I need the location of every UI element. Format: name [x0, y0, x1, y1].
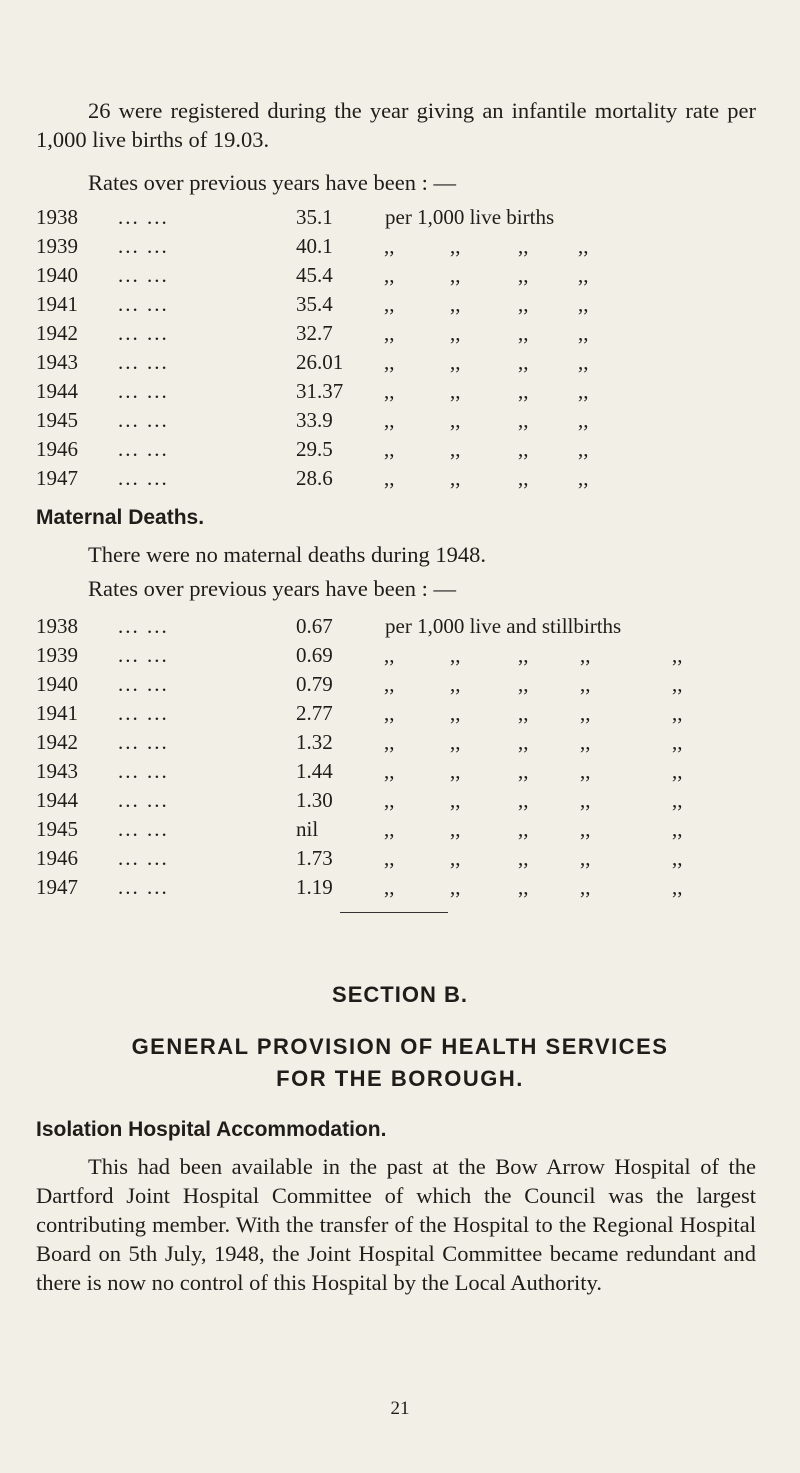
ditto-mark: ,,	[384, 817, 395, 841]
ditto-mark: ,,	[578, 466, 589, 490]
year-cell: 1945	[36, 817, 78, 841]
section-divider	[340, 912, 448, 913]
ditto-mark: ,,	[578, 408, 589, 432]
year-cell: 1947	[36, 466, 78, 490]
rate-cell: 32.7	[296, 321, 333, 345]
ditto-mark: ,,	[518, 379, 529, 403]
leader-dots: ... ...	[118, 730, 169, 754]
ditto-mark: ,,	[384, 379, 395, 403]
rate-cell: 0.67	[296, 614, 333, 638]
ditto-mark: ,,	[450, 234, 461, 258]
year-cell: 1942	[36, 730, 78, 754]
leader-dots: ... ...	[118, 759, 169, 783]
ditto-mark: ,,	[518, 672, 529, 696]
table-row	[0, 263, 800, 293]
ditto-mark: ,,	[672, 730, 683, 754]
leader-dots: ... ...	[118, 408, 169, 432]
leader-dots: ... ...	[118, 321, 169, 345]
rate-cell: 29.5	[296, 437, 333, 461]
ditto-mark: ,,	[518, 234, 529, 258]
leader-dots: ... ...	[118, 466, 169, 490]
ditto-mark: ,,	[384, 437, 395, 461]
ditto-mark: ,,	[578, 292, 589, 316]
infant-mortality-paragraph: 26 were registered during the year giving an infantile mortality rate per 1,000 live births of 19.03.	[36, 98, 756, 152]
ditto-mark: ,,	[384, 350, 395, 374]
ditto-mark: ,,	[580, 643, 591, 667]
ditto-mark: ,,	[578, 263, 589, 287]
ditto-mark: ,,	[518, 788, 529, 812]
section-title-line-1: GENERAL PROVISION OF HEALTH SERVICES	[131, 1034, 669, 1059]
ditto-mark: ,,	[518, 263, 529, 287]
ditto-mark: ,,	[384, 234, 395, 258]
ditto-mark: ,,	[518, 321, 529, 345]
ditto-mark: ,,	[384, 466, 395, 490]
ditto-mark: ,,	[450, 263, 461, 287]
ditto-mark: ,,	[518, 846, 529, 870]
ditto-mark: ,,	[384, 292, 395, 316]
ditto-mark: ,,	[450, 379, 461, 403]
table-row	[0, 205, 800, 235]
ditto-mark: ,,	[450, 730, 461, 754]
leader-dots: ... ...	[118, 379, 169, 403]
leader-dots: ... ...	[118, 350, 169, 374]
ditto-mark: ,,	[518, 730, 529, 754]
year-cell: 1944	[36, 788, 78, 812]
ditto-mark: ,,	[580, 672, 591, 696]
table-row	[0, 379, 800, 409]
rate-cell: 2.77	[296, 701, 333, 725]
isolation-heading: Isolation Hospital Accommodation.	[36, 1118, 387, 1141]
leader-dots: ... ...	[118, 701, 169, 725]
year-cell: 1939	[36, 234, 78, 258]
rate-cell: 28.6	[296, 466, 333, 490]
ditto-mark: ,,	[518, 437, 529, 461]
ditto-mark: ,,	[384, 788, 395, 812]
ditto-mark: ,,	[518, 817, 529, 841]
year-cell: 1945	[36, 408, 78, 432]
table-row	[0, 846, 800, 876]
ditto-mark: ,,	[384, 321, 395, 345]
ditto-mark: ,,	[580, 846, 591, 870]
ditto-mark: ,,	[450, 788, 461, 812]
year-cell: 1947	[36, 875, 78, 899]
ditto-mark: ,,	[672, 846, 683, 870]
ditto-mark: ,,	[518, 759, 529, 783]
ditto-mark: ,,	[580, 701, 591, 725]
rate-cell: 1.32	[296, 730, 333, 754]
rate-cell: 35.4	[296, 292, 333, 316]
table-row	[0, 817, 800, 847]
ditto-mark: ,,	[450, 817, 461, 841]
table-row	[0, 875, 800, 905]
ditto-mark: ,,	[672, 672, 683, 696]
page-number: 21	[390, 1398, 410, 1419]
ditto-mark: ,,	[518, 875, 529, 899]
ditto-mark: ,,	[384, 759, 395, 783]
rate-cell: nil	[296, 817, 319, 841]
ditto-mark: ,,	[384, 643, 395, 667]
unit-label: per 1,000 live and stillbirths	[385, 614, 622, 638]
ditto-mark: ,,	[580, 875, 591, 899]
year-cell: 1943	[36, 350, 78, 374]
ditto-mark: ,,	[580, 817, 591, 841]
year-cell: 1946	[36, 437, 78, 461]
leader-dots: ... ...	[118, 234, 169, 258]
ditto-mark: ,,	[578, 437, 589, 461]
ditto-mark: ,,	[384, 672, 395, 696]
ditto-mark: ,,	[450, 292, 461, 316]
ditto-mark: ,,	[518, 350, 529, 374]
ditto-mark: ,,	[384, 701, 395, 725]
ditto-mark: ,,	[672, 875, 683, 899]
rate-cell: 40.1	[296, 234, 333, 258]
leader-dots: ... ...	[118, 614, 169, 638]
table-row	[0, 292, 800, 322]
table-row	[0, 614, 800, 644]
table-row	[0, 321, 800, 351]
ditto-mark: ,,	[450, 672, 461, 696]
table-row	[0, 234, 800, 264]
section-title-line-2: FOR THE BOROUGH.	[276, 1066, 524, 1091]
infant-rates-intro: Rates over previous years have been : —	[88, 170, 456, 195]
table-row	[0, 701, 800, 731]
ditto-mark: ,,	[450, 875, 461, 899]
rate-cell: 0.79	[296, 672, 333, 696]
year-cell: 1944	[36, 379, 78, 403]
ditto-mark: ,,	[518, 292, 529, 316]
leader-dots: ... ...	[118, 205, 169, 229]
ditto-mark: ,,	[450, 759, 461, 783]
ditto-mark: ,,	[672, 788, 683, 812]
ditto-mark: ,,	[672, 817, 683, 841]
leader-dots: ... ...	[118, 846, 169, 870]
ditto-mark: ,,	[384, 408, 395, 432]
ditto-mark: ,,	[580, 788, 591, 812]
ditto-mark: ,,	[450, 846, 461, 870]
ditto-mark: ,,	[450, 643, 461, 667]
table-row	[0, 466, 800, 496]
year-cell: 1939	[36, 643, 78, 667]
rate-cell: 35.1	[296, 205, 333, 229]
year-cell: 1946	[36, 846, 78, 870]
ditto-mark: ,,	[672, 643, 683, 667]
ditto-mark: ,,	[580, 759, 591, 783]
rate-cell: 1.19	[296, 875, 333, 899]
ditto-mark: ,,	[518, 643, 529, 667]
year-cell: 1941	[36, 701, 78, 725]
ditto-mark: ,,	[384, 846, 395, 870]
ditto-mark: ,,	[578, 234, 589, 258]
leader-dots: ... ...	[118, 263, 169, 287]
table-row	[0, 759, 800, 789]
ditto-mark: ,,	[672, 759, 683, 783]
ditto-mark: ,,	[450, 701, 461, 725]
ditto-mark: ,,	[450, 466, 461, 490]
rate-cell: 45.4	[296, 263, 333, 287]
rate-cell: 33.9	[296, 408, 333, 432]
rate-cell: 1.44	[296, 759, 333, 783]
ditto-mark: ,,	[450, 321, 461, 345]
unit-label: per 1,000 live births	[385, 205, 555, 229]
year-cell: 1940	[36, 672, 78, 696]
ditto-mark: ,,	[672, 701, 683, 725]
ditto-mark: ,,	[450, 350, 461, 374]
rate-cell: 1.73	[296, 846, 333, 870]
table-row	[0, 408, 800, 438]
isolation-paragraph: This had been available in the past at the Bow Arrow Hospital of the Dartford Joint Hospital Committee of which the Council was the largest contributing member. With the transfer of the Hospital to the Regional Hospital Board on 5th July, 1948, the Joint Hospital Committee became redundant and there is now no control of this Hospital by the Local Authority.	[36, 1154, 756, 1295]
year-cell: 1938	[36, 205, 78, 229]
ditto-mark: ,,	[518, 701, 529, 725]
table-row	[0, 730, 800, 760]
ditto-mark: ,,	[384, 730, 395, 754]
ditto-mark: ,,	[578, 321, 589, 345]
leader-dots: ... ...	[118, 672, 169, 696]
table-row	[0, 672, 800, 702]
year-cell: 1941	[36, 292, 78, 316]
maternal-rates-intro: Rates over previous years have been : —	[88, 576, 456, 601]
leader-dots: ... ...	[118, 788, 169, 812]
table-row	[0, 350, 800, 380]
rate-cell: 26.01	[296, 350, 344, 374]
leader-dots: ... ...	[118, 643, 169, 667]
rate-cell: 1.30	[296, 788, 333, 812]
maternal-deaths-heading: Maternal Deaths.	[36, 506, 205, 529]
leader-dots: ... ...	[118, 437, 169, 461]
ditto-mark: ,,	[518, 408, 529, 432]
ditto-mark: ,,	[578, 350, 589, 374]
year-cell: 1943	[36, 759, 78, 783]
rate-cell: 0.69	[296, 643, 333, 667]
year-cell: 1942	[36, 321, 78, 345]
leader-dots: ... ...	[118, 292, 169, 316]
ditto-mark: ,,	[450, 408, 461, 432]
ditto-mark: ,,	[518, 466, 529, 490]
table-row	[0, 437, 800, 467]
table-row	[0, 643, 800, 673]
table-row	[0, 788, 800, 818]
ditto-mark: ,,	[450, 437, 461, 461]
section-label: SECTION B.	[332, 982, 468, 1007]
ditto-mark: ,,	[578, 379, 589, 403]
ditto-mark: ,,	[384, 263, 395, 287]
rate-cell: 31.37	[296, 379, 344, 403]
ditto-mark: ,,	[580, 730, 591, 754]
maternal-intro: There were no maternal deaths during 1948.	[88, 542, 486, 567]
ditto-mark: ,,	[384, 875, 395, 899]
year-cell: 1940	[36, 263, 78, 287]
leader-dots: ... ...	[118, 817, 169, 841]
year-cell: 1938	[36, 614, 78, 638]
leader-dots: ... ...	[118, 875, 169, 899]
